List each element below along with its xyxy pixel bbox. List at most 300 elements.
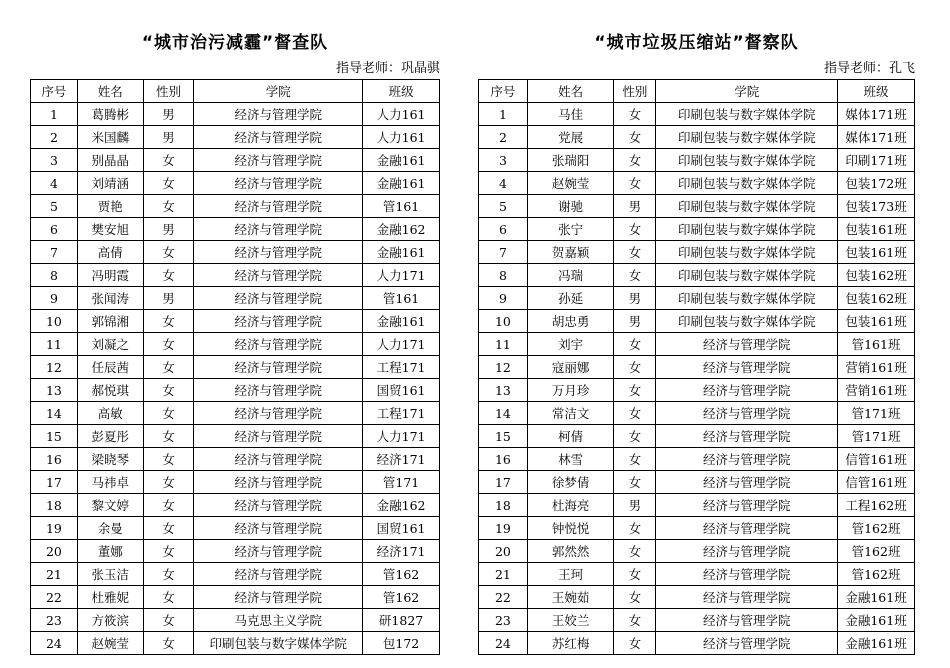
cell-name: 樊安旭 [77, 218, 143, 241]
cell-college: 经济与管理学院 [194, 126, 363, 149]
cell-index: 9 [479, 287, 528, 310]
cell-index: 8 [31, 264, 78, 287]
cell-name: 刘宇 [527, 333, 614, 356]
table-row [479, 218, 915, 241]
cell-college: 经济与管理学院 [194, 402, 363, 425]
cell-college: 经济与管理学院 [194, 540, 363, 563]
cell-class: 管161班 [838, 333, 915, 356]
cell-name: 高倩 [77, 241, 143, 264]
table-row [31, 586, 440, 609]
header-index: 序号 [479, 80, 528, 103]
table-header-row [479, 80, 915, 103]
cell-index: 17 [31, 471, 78, 494]
cell-college: 经济与管理学院 [194, 287, 363, 310]
table-row [479, 632, 915, 655]
cell-index: 3 [31, 149, 78, 172]
cell-class: 营销161班 [838, 356, 915, 379]
cell-gender: 女 [614, 333, 656, 356]
table-row [479, 540, 915, 563]
cell-name: 林雪 [527, 448, 614, 471]
header-name: 姓名 [527, 80, 614, 103]
cell-college: 经济与管理学院 [656, 402, 838, 425]
cell-index: 18 [31, 494, 78, 517]
table-row [31, 333, 440, 356]
cell-name: 寇丽娜 [527, 356, 614, 379]
table-row [479, 356, 915, 379]
right-table-body [479, 103, 915, 655]
table-row [479, 563, 915, 586]
table-row [479, 494, 915, 517]
cell-index: 22 [479, 586, 528, 609]
cell-class: 金融161 [363, 172, 440, 195]
cell-class: 包装162班 [838, 287, 915, 310]
cell-index: 2 [479, 126, 528, 149]
cell-name: 柯倩 [527, 425, 614, 448]
cell-college: 经济与管理学院 [656, 333, 838, 356]
cell-class: 国贸161 [363, 379, 440, 402]
cell-gender: 女 [143, 172, 194, 195]
cell-college: 马克思主义学院 [194, 609, 363, 632]
cell-gender: 女 [143, 402, 194, 425]
cell-gender: 女 [614, 126, 656, 149]
cell-class: 包装172班 [838, 172, 915, 195]
cell-index: 7 [479, 241, 528, 264]
cell-college: 经济与管理学院 [194, 517, 363, 540]
cell-index: 4 [479, 172, 528, 195]
cell-college: 经济与管理学院 [656, 609, 838, 632]
cell-college: 印刷包装与数字媒体学院 [656, 310, 838, 333]
cell-gender: 男 [143, 103, 194, 126]
cell-college: 印刷包装与数字媒体学院 [656, 126, 838, 149]
cell-index: 21 [31, 563, 78, 586]
cell-college: 经济与管理学院 [194, 333, 363, 356]
cell-gender: 女 [614, 563, 656, 586]
cell-gender: 女 [614, 448, 656, 471]
cell-class: 包装161班 [838, 241, 915, 264]
cell-name: 葛腾彬 [77, 103, 143, 126]
cell-class: 人力171 [363, 333, 440, 356]
cell-gender: 男 [614, 494, 656, 517]
cell-class: 管162班 [838, 517, 915, 540]
cell-name: 钟悦悦 [527, 517, 614, 540]
table-row [31, 195, 440, 218]
cell-college: 经济与管理学院 [656, 494, 838, 517]
cell-index: 16 [479, 448, 528, 471]
cell-gender: 女 [614, 609, 656, 632]
cell-gender: 女 [143, 540, 194, 563]
right-team-title: “城市垃圾压缩站”督察队 [594, 33, 799, 53]
header-index: 序号 [31, 80, 78, 103]
cell-gender: 男 [614, 310, 656, 333]
cell-gender: 女 [143, 563, 194, 586]
cell-name: 冯明霞 [77, 264, 143, 287]
table-row [31, 149, 440, 172]
cell-gender: 女 [614, 632, 656, 655]
cell-name: 张瑞阳 [527, 149, 614, 172]
table-row [31, 241, 440, 264]
cell-index: 14 [479, 402, 528, 425]
cell-class: 工程162班 [838, 494, 915, 517]
cell-college: 经济与管理学院 [656, 586, 838, 609]
header-gender: 性别 [614, 80, 656, 103]
table-row [479, 609, 915, 632]
cell-gender: 女 [614, 172, 656, 195]
table-header-row [31, 80, 440, 103]
table-row [479, 195, 915, 218]
right-member-table [478, 79, 915, 655]
cell-college: 印刷包装与数字媒体学院 [656, 149, 838, 172]
cell-index: 10 [31, 310, 78, 333]
table-row [31, 103, 440, 126]
cell-name: 赵婉莹 [527, 172, 614, 195]
cell-name: 王婉茹 [527, 586, 614, 609]
cell-college: 印刷包装与数字媒体学院 [194, 632, 363, 655]
cell-gender: 女 [143, 494, 194, 517]
table-row [479, 310, 915, 333]
header-name: 姓名 [77, 80, 143, 103]
cell-index: 23 [479, 609, 528, 632]
left-member-table [30, 79, 440, 655]
cell-name: 王珂 [527, 563, 614, 586]
table-row [31, 287, 440, 310]
cell-class: 金融161 [363, 241, 440, 264]
cell-gender: 女 [143, 310, 194, 333]
cell-gender: 女 [143, 471, 194, 494]
cell-college: 经济与管理学院 [194, 586, 363, 609]
cell-class: 营销161班 [838, 379, 915, 402]
cell-college: 经济与管理学院 [656, 356, 838, 379]
table-row [479, 264, 915, 287]
cell-name: 郭锦湘 [77, 310, 143, 333]
cell-gender: 女 [614, 379, 656, 402]
table-row [479, 149, 915, 172]
cell-index: 9 [31, 287, 78, 310]
cell-index: 1 [479, 103, 528, 126]
cell-gender: 女 [143, 264, 194, 287]
table-row [479, 103, 915, 126]
cell-name: 苏红梅 [527, 632, 614, 655]
cell-name: 董娜 [77, 540, 143, 563]
cell-index: 3 [479, 149, 528, 172]
cell-gender: 女 [143, 632, 194, 655]
cell-name: 孙延 [527, 287, 614, 310]
cell-class: 人力161 [363, 126, 440, 149]
cell-college: 印刷包装与数字媒体学院 [656, 241, 838, 264]
cell-class: 管171班 [838, 425, 915, 448]
cell-gender: 男 [143, 126, 194, 149]
table-row [479, 402, 915, 425]
table-row [31, 218, 440, 241]
cell-college: 经济与管理学院 [656, 448, 838, 471]
cell-college: 经济与管理学院 [656, 517, 838, 540]
table-row [479, 172, 915, 195]
cell-index: 1 [31, 103, 78, 126]
cell-gender: 女 [614, 471, 656, 494]
cell-name: 王姣兰 [527, 609, 614, 632]
cell-class: 信管161班 [838, 471, 915, 494]
cell-college: 印刷包装与数字媒体学院 [656, 287, 838, 310]
cell-index: 18 [479, 494, 528, 517]
cell-gender: 女 [143, 241, 194, 264]
cell-class: 管161 [363, 195, 440, 218]
cell-class: 人力161 [363, 103, 440, 126]
cell-name: 冯瑞 [527, 264, 614, 287]
table-row [479, 586, 915, 609]
cell-college: 经济与管理学院 [194, 425, 363, 448]
cell-class: 管162 [363, 586, 440, 609]
cell-college: 印刷包装与数字媒体学院 [656, 195, 838, 218]
cell-name: 张玉洁 [77, 563, 143, 586]
cell-index: 15 [479, 425, 528, 448]
cell-college: 印刷包装与数字媒体学院 [656, 103, 838, 126]
cell-gender: 女 [143, 517, 194, 540]
cell-class: 金融161班 [838, 586, 915, 609]
cell-class: 包装162班 [838, 264, 915, 287]
table-row [31, 517, 440, 540]
cell-gender: 男 [143, 218, 194, 241]
cell-index: 19 [479, 517, 528, 540]
cell-index: 24 [31, 632, 78, 655]
cell-college: 经济与管理学院 [194, 448, 363, 471]
cell-index: 20 [31, 540, 78, 563]
cell-name: 余曼 [77, 517, 143, 540]
cell-class: 金融161 [363, 149, 440, 172]
cell-college: 经济与管理学院 [194, 494, 363, 517]
cell-class: 信管161班 [838, 448, 915, 471]
cell-name: 万月珍 [527, 379, 614, 402]
cell-class: 经济171 [363, 448, 440, 471]
cell-index: 8 [479, 264, 528, 287]
cell-name: 米国麟 [77, 126, 143, 149]
cell-college: 经济与管理学院 [194, 195, 363, 218]
table-row [31, 609, 440, 632]
cell-name: 常洁文 [527, 402, 614, 425]
cell-index: 12 [31, 356, 78, 379]
cell-college: 经济与管理学院 [194, 218, 363, 241]
cell-gender: 男 [143, 287, 194, 310]
cell-name: 高敏 [77, 402, 143, 425]
cell-name: 杜雅妮 [77, 586, 143, 609]
cell-name: 刘靖涵 [77, 172, 143, 195]
cell-name: 贾艳 [77, 195, 143, 218]
table-row [31, 402, 440, 425]
cell-gender: 女 [614, 425, 656, 448]
cell-gender: 女 [143, 586, 194, 609]
cell-name: 马佳 [527, 103, 614, 126]
cell-index: 10 [479, 310, 528, 333]
cell-name: 杜海亮 [527, 494, 614, 517]
cell-gender: 女 [614, 586, 656, 609]
cell-index: 20 [479, 540, 528, 563]
cell-name: 党展 [527, 126, 614, 149]
cell-class: 经济171 [363, 540, 440, 563]
cell-index: 24 [479, 632, 528, 655]
cell-college: 经济与管理学院 [194, 356, 363, 379]
cell-college: 经济与管理学院 [194, 241, 363, 264]
cell-name: 徐梦倩 [527, 471, 614, 494]
cell-class: 管162班 [838, 540, 915, 563]
cell-class: 管171 [363, 471, 440, 494]
cell-name: 郭然然 [527, 540, 614, 563]
header-gender: 性别 [143, 80, 194, 103]
cell-class: 工程171 [363, 402, 440, 425]
cell-name: 刘凝之 [77, 333, 143, 356]
cell-name: 郝悦琪 [77, 379, 143, 402]
cell-class: 媒体171班 [838, 103, 915, 126]
cell-class: 工程171 [363, 356, 440, 379]
table-row [31, 563, 440, 586]
table-row [31, 172, 440, 195]
cell-gender: 女 [614, 517, 656, 540]
cell-class: 印刷171班 [838, 149, 915, 172]
cell-class: 媒体171班 [838, 126, 915, 149]
cell-gender: 女 [614, 218, 656, 241]
cell-college: 经济与管理学院 [194, 471, 363, 494]
cell-name: 贺嘉颖 [527, 241, 614, 264]
cell-gender: 女 [143, 448, 194, 471]
header-class: 班级 [838, 80, 915, 103]
table-row [31, 264, 440, 287]
cell-class: 管162班 [838, 563, 915, 586]
cell-class: 包装161班 [838, 218, 915, 241]
cell-name: 胡忠勇 [527, 310, 614, 333]
cell-name: 方筱滨 [77, 609, 143, 632]
table-row [31, 448, 440, 471]
cell-college: 经济与管理学院 [194, 310, 363, 333]
cell-index: 14 [31, 402, 78, 425]
left-team-title: “城市治污减霾”督查队 [141, 33, 329, 53]
cell-class: 金融161班 [838, 632, 915, 655]
cell-index: 15 [31, 425, 78, 448]
cell-index: 13 [31, 379, 78, 402]
cell-gender: 女 [143, 195, 194, 218]
cell-gender: 女 [614, 356, 656, 379]
cell-college: 印刷包装与数字媒体学院 [656, 264, 838, 287]
table-row [31, 471, 440, 494]
cell-name: 张宁 [527, 218, 614, 241]
cell-gender: 女 [143, 609, 194, 632]
cell-class: 管162 [363, 563, 440, 586]
cell-gender: 女 [143, 379, 194, 402]
table-row [31, 425, 440, 448]
cell-class: 人力171 [363, 425, 440, 448]
cell-college: 经济与管理学院 [656, 379, 838, 402]
cell-college: 经济与管理学院 [194, 264, 363, 287]
table-row [479, 379, 915, 402]
cell-gender: 男 [614, 287, 656, 310]
cell-college: 经济与管理学院 [656, 563, 838, 586]
header-college: 学院 [656, 80, 838, 103]
cell-college: 经济与管理学院 [194, 149, 363, 172]
cell-class: 人力171 [363, 264, 440, 287]
left-table-body [31, 103, 440, 655]
table-row [31, 379, 440, 402]
cell-index: 4 [31, 172, 78, 195]
right-team-teacher: 指导老师：孔飞 [823, 61, 915, 76]
table-row [479, 241, 915, 264]
table-row [479, 287, 915, 310]
cell-gender: 女 [143, 333, 194, 356]
header-college: 学院 [194, 80, 363, 103]
table-row [31, 632, 440, 655]
cell-index: 16 [31, 448, 78, 471]
cell-college: 经济与管理学院 [656, 425, 838, 448]
cell-name: 张闻涛 [77, 287, 143, 310]
cell-gender: 女 [143, 149, 194, 172]
cell-class: 管171班 [838, 402, 915, 425]
cell-gender: 女 [614, 149, 656, 172]
cell-class: 包装161班 [838, 310, 915, 333]
cell-index: 6 [31, 218, 78, 241]
cell-class: 包172 [363, 632, 440, 655]
cell-name: 别晶晶 [77, 149, 143, 172]
table-row [479, 471, 915, 494]
cell-index: 23 [31, 609, 78, 632]
table-row [479, 333, 915, 356]
cell-class: 金融161 [363, 310, 440, 333]
cell-name: 赵婉莹 [77, 632, 143, 655]
cell-gender: 女 [614, 402, 656, 425]
cell-index: 11 [479, 333, 528, 356]
cell-college: 经济与管理学院 [194, 172, 363, 195]
cell-name: 马祎卓 [77, 471, 143, 494]
cell-class: 管161 [363, 287, 440, 310]
cell-college: 经济与管理学院 [194, 103, 363, 126]
cell-gender: 男 [614, 195, 656, 218]
table-row [31, 494, 440, 517]
cell-college: 经济与管理学院 [656, 632, 838, 655]
cell-gender: 女 [143, 356, 194, 379]
cell-name: 谢驰 [527, 195, 614, 218]
cell-index: 21 [479, 563, 528, 586]
table-row [479, 448, 915, 471]
cell-class: 国贸161 [363, 517, 440, 540]
cell-index: 7 [31, 241, 78, 264]
table-row [31, 310, 440, 333]
cell-index: 2 [31, 126, 78, 149]
cell-index: 19 [31, 517, 78, 540]
cell-name: 任辰茜 [77, 356, 143, 379]
cell-gender: 女 [143, 425, 194, 448]
cell-name: 梁晓琴 [77, 448, 143, 471]
cell-college: 经济与管理学院 [656, 471, 838, 494]
cell-index: 13 [479, 379, 528, 402]
table-row [479, 425, 915, 448]
cell-college: 经济与管理学院 [194, 563, 363, 586]
cell-class: 金融162 [363, 218, 440, 241]
cell-index: 11 [31, 333, 78, 356]
cell-gender: 女 [614, 103, 656, 126]
cell-gender: 女 [614, 264, 656, 287]
header-class: 班级 [363, 80, 440, 103]
cell-college: 印刷包装与数字媒体学院 [656, 218, 838, 241]
cell-index: 5 [479, 195, 528, 218]
cell-class: 金融161班 [838, 609, 915, 632]
cell-class: 包装173班 [838, 195, 915, 218]
left-team-teacher: 指导老师：巩晶骐 [335, 61, 440, 76]
table-row [31, 356, 440, 379]
cell-college: 经济与管理学院 [656, 540, 838, 563]
cell-index: 6 [479, 218, 528, 241]
table-row [479, 126, 915, 149]
cell-index: 12 [479, 356, 528, 379]
cell-index: 17 [479, 471, 528, 494]
cell-gender: 女 [614, 540, 656, 563]
cell-class: 金融162 [363, 494, 440, 517]
cell-name: 彭夏彤 [77, 425, 143, 448]
cell-index: 5 [31, 195, 78, 218]
table-row [31, 540, 440, 563]
